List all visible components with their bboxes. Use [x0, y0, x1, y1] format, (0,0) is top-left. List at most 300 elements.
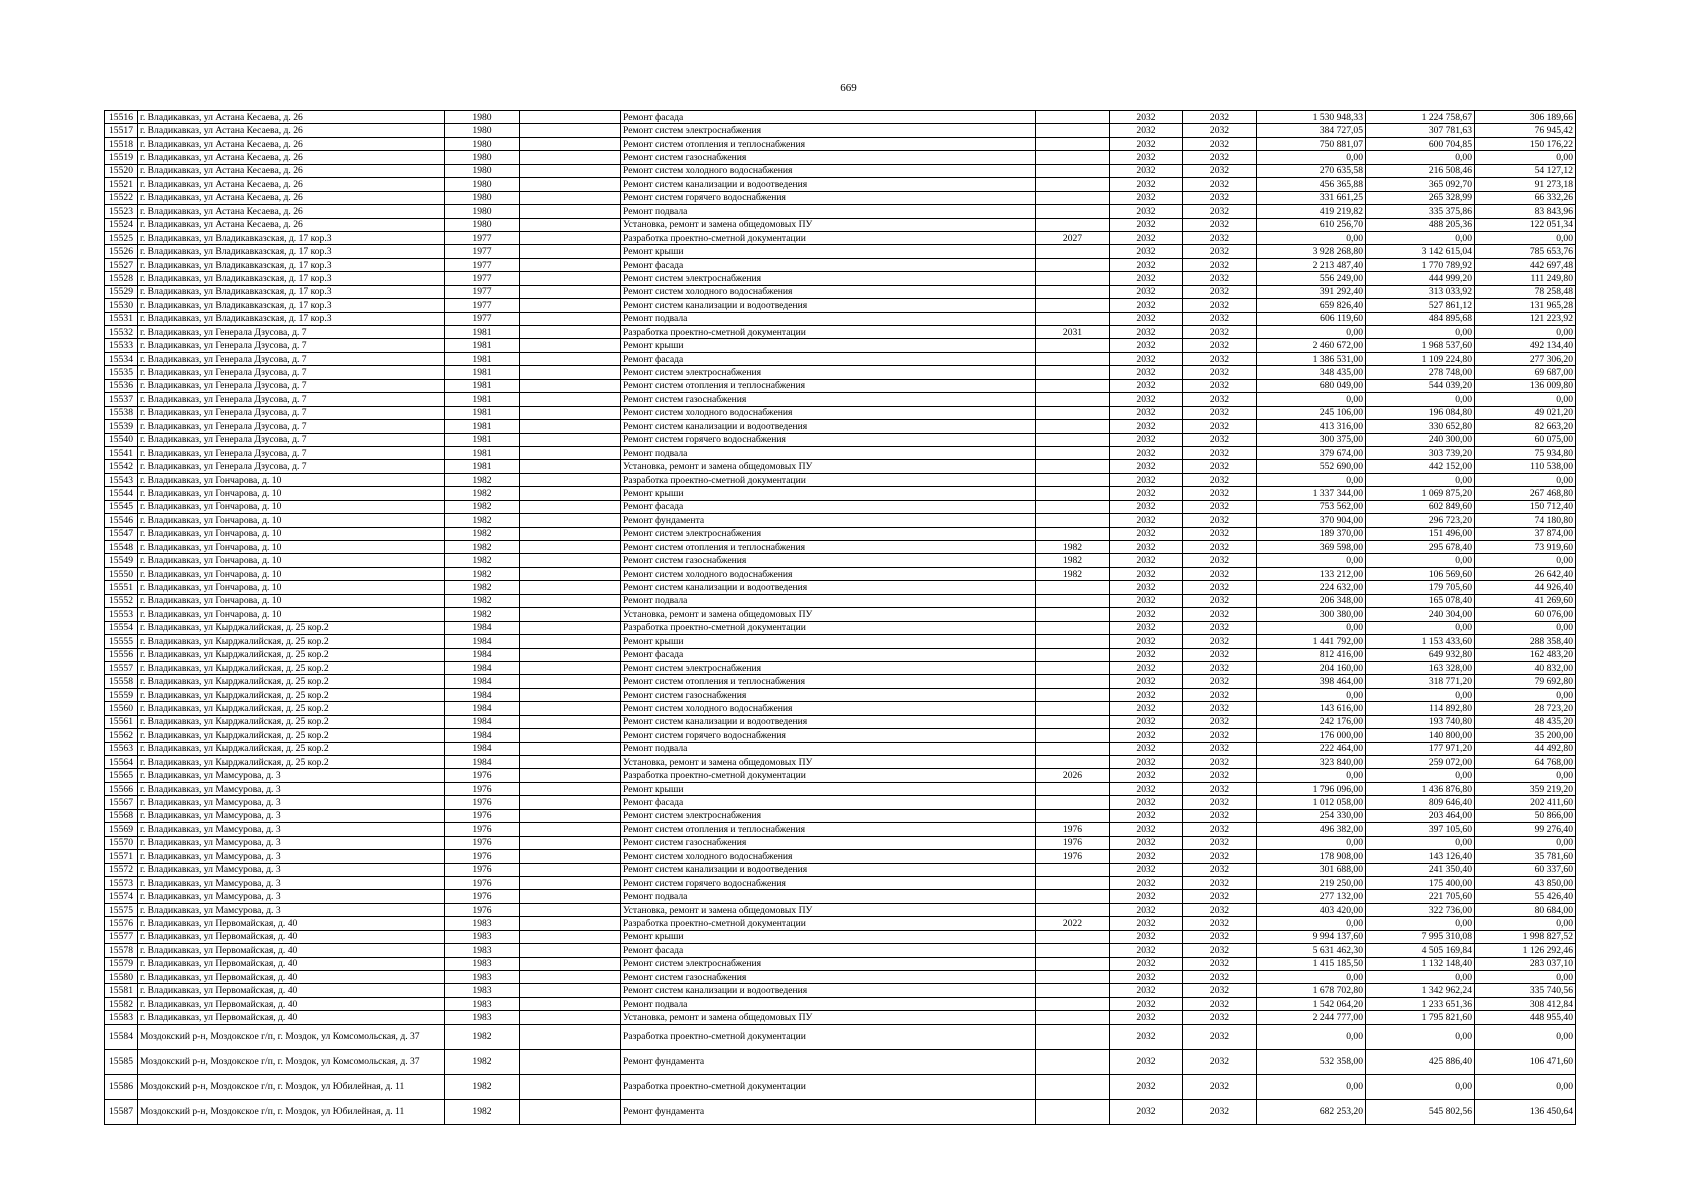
cell-blank-column — [520, 111, 621, 124]
cell-owner-cost: 55 426,40 — [1475, 890, 1576, 903]
cell-prior-year — [1036, 1099, 1110, 1124]
table-row — [105, 984, 1576, 997]
cell-build-year: 1984 — [445, 648, 520, 661]
cell-row-number: 15583 — [105, 1011, 138, 1024]
cell-plan-year-start: 2032 — [1110, 339, 1183, 352]
cell-work-type: Ремонт систем канализации и водоотведения — [621, 581, 1036, 594]
table-row — [105, 191, 1576, 204]
cell-owner-cost: 60 337,60 — [1475, 863, 1576, 876]
cell-blank-column — [520, 997, 621, 1010]
cell-blank-column — [520, 299, 621, 312]
cell-total-cost: 1 386 531,00 — [1257, 352, 1366, 365]
cell-plan-year-start: 2032 — [1110, 890, 1183, 903]
cell-total-cost: 0,00 — [1257, 971, 1366, 984]
table-row — [105, 111, 1576, 124]
cell-address: г. Владикавказ, ул Первомайская, д. 40 — [138, 930, 445, 943]
cell-work-type: Ремонт систем электроснабжения — [621, 124, 1036, 137]
cell-work-type: Ремонт крыши — [621, 635, 1036, 648]
cell-fund-cost: 0,00 — [1366, 769, 1475, 782]
cell-prior-year: 2027 — [1036, 231, 1110, 244]
cell-work-type: Разработка проектно-сметной документации — [621, 473, 1036, 486]
cell-build-year: 1982 — [445, 541, 520, 554]
cell-plan-year-end: 2032 — [1183, 164, 1257, 177]
cell-blank-column — [520, 782, 621, 795]
cell-total-cost: 812 416,00 — [1257, 648, 1366, 661]
cell-work-type: Ремонт фасада — [621, 796, 1036, 809]
cell-build-year: 1981 — [445, 446, 520, 459]
cell-row-number: 15562 — [105, 729, 138, 742]
cell-plan-year-start: 2032 — [1110, 326, 1183, 339]
cell-plan-year-end: 2032 — [1183, 930, 1257, 943]
cell-plan-year-end: 2032 — [1183, 661, 1257, 674]
cell-row-number: 15573 — [105, 876, 138, 889]
cell-prior-year — [1036, 863, 1110, 876]
cell-row-number: 15545 — [105, 500, 138, 513]
cell-owner-cost: 0,00 — [1475, 971, 1576, 984]
cell-address: г. Владикавказ, ул Генерала Дзусова, д. 7 — [138, 366, 445, 379]
cell-prior-year — [1036, 1024, 1110, 1049]
cell-work-type: Ремонт систем газоснабжения — [621, 836, 1036, 849]
cell-owner-cost: 131 965,28 — [1475, 299, 1576, 312]
cell-prior-year: 1982 — [1036, 567, 1110, 580]
cell-blank-column — [520, 1049, 621, 1074]
cell-plan-year-end: 2032 — [1183, 299, 1257, 312]
cell-total-cost: 0,00 — [1257, 836, 1366, 849]
cell-fund-cost: 0,00 — [1366, 836, 1475, 849]
cell-build-year: 1982 — [445, 1024, 520, 1049]
cell-build-year: 1984 — [445, 742, 520, 755]
table-row — [105, 218, 1576, 231]
cell-prior-year — [1036, 876, 1110, 889]
cell-blank-column — [520, 648, 621, 661]
cell-owner-cost: 1 126 292,46 — [1475, 944, 1576, 957]
cell-owner-cost: 35 200,00 — [1475, 729, 1576, 742]
cell-owner-cost: 79 692,80 — [1475, 675, 1576, 688]
cell-address: г. Владикавказ, ул Гончарова, д. 10 — [138, 487, 445, 500]
cell-blank-column — [520, 809, 621, 822]
cell-fund-cost: 313 033,92 — [1366, 285, 1475, 298]
cell-address: г. Владикавказ, ул Первомайская, д. 40 — [138, 971, 445, 984]
cell-address: г. Владикавказ, ул Астана Кесаева, д. 26 — [138, 151, 445, 164]
cell-fund-cost: 295 678,40 — [1366, 541, 1475, 554]
cell-address: г. Владикавказ, ул Мамсурова, д. 3 — [138, 782, 445, 795]
cell-build-year: 1983 — [445, 930, 520, 943]
cell-fund-cost: 163 328,00 — [1366, 661, 1475, 674]
cell-blank-column — [520, 635, 621, 648]
cell-owner-cost: 202 411,60 — [1475, 796, 1576, 809]
table-row — [105, 245, 1576, 258]
cell-build-year: 1982 — [445, 608, 520, 621]
cell-total-cost: 532 358,00 — [1257, 1049, 1366, 1074]
cell-prior-year — [1036, 890, 1110, 903]
cell-plan-year-end: 2032 — [1183, 487, 1257, 500]
table-row — [105, 890, 1576, 903]
cell-row-number: 15565 — [105, 769, 138, 782]
cell-plan-year-start: 2032 — [1110, 863, 1183, 876]
cell-build-year: 1984 — [445, 756, 520, 769]
cell-plan-year-start: 2032 — [1110, 258, 1183, 271]
cell-owner-cost: 82 663,20 — [1475, 420, 1576, 433]
cell-blank-column — [520, 917, 621, 930]
cell-plan-year-start: 2032 — [1110, 1049, 1183, 1074]
cell-prior-year — [1036, 500, 1110, 513]
cell-plan-year-end: 2032 — [1183, 836, 1257, 849]
cell-row-number: 15574 — [105, 890, 138, 903]
cell-work-type: Ремонт систем холодного водоснабжения — [621, 164, 1036, 177]
cell-address: г. Владикавказ, ул Мамсурова, д. 3 — [138, 769, 445, 782]
cell-build-year: 1976 — [445, 890, 520, 903]
cell-row-number: 15541 — [105, 446, 138, 459]
cell-prior-year — [1036, 984, 1110, 997]
cell-work-type: Разработка проектно-сметной документации — [621, 326, 1036, 339]
cell-work-type: Установка, ремонт и замена общедомовых ПУ — [621, 218, 1036, 231]
cell-row-number: 15543 — [105, 473, 138, 486]
cell-plan-year-start: 2032 — [1110, 675, 1183, 688]
cell-total-cost: 0,00 — [1257, 326, 1366, 339]
cell-plan-year-end: 2032 — [1183, 729, 1257, 742]
cell-work-type: Ремонт крыши — [621, 930, 1036, 943]
cell-fund-cost: 1 132 148,40 — [1366, 957, 1475, 970]
table-row — [105, 124, 1576, 137]
cell-plan-year-end: 2032 — [1183, 514, 1257, 527]
cell-owner-cost: 75 934,80 — [1475, 446, 1576, 459]
cell-total-cost: 403 420,00 — [1257, 903, 1366, 916]
cell-work-type: Ремонт систем горячего водоснабжения — [621, 876, 1036, 889]
cell-prior-year — [1036, 446, 1110, 459]
cell-plan-year-start: 2032 — [1110, 312, 1183, 325]
cell-plan-year-start: 2032 — [1110, 366, 1183, 379]
cell-work-type: Ремонт систем холодного водоснабжения — [621, 850, 1036, 863]
cell-owner-cost: 0,00 — [1475, 554, 1576, 567]
cell-total-cost: 219 250,00 — [1257, 876, 1366, 889]
cell-total-cost: 419 219,82 — [1257, 205, 1366, 218]
cell-address: г. Владикавказ, ул Гончарова, д. 10 — [138, 554, 445, 567]
cell-owner-cost: 44 926,40 — [1475, 581, 1576, 594]
cell-row-number: 15567 — [105, 796, 138, 809]
cell-address: г. Владикавказ, ул Первомайская, д. 40 — [138, 944, 445, 957]
cell-build-year: 1984 — [445, 715, 520, 728]
cell-total-cost: 2 460 672,00 — [1257, 339, 1366, 352]
cell-total-cost: 143 616,00 — [1257, 702, 1366, 715]
cell-row-number: 15564 — [105, 756, 138, 769]
cell-blank-column — [520, 702, 621, 715]
cell-plan-year-start: 2032 — [1110, 1074, 1183, 1099]
cell-blank-column — [520, 406, 621, 419]
cell-row-number: 15561 — [105, 715, 138, 728]
cell-total-cost: 606 119,60 — [1257, 312, 1366, 325]
cell-total-cost: 398 464,00 — [1257, 675, 1366, 688]
cell-work-type: Ремонт систем холодного водоснабжения — [621, 702, 1036, 715]
cell-plan-year-end: 2032 — [1183, 823, 1257, 836]
cell-plan-year-start: 2032 — [1110, 836, 1183, 849]
cell-build-year: 1977 — [445, 231, 520, 244]
cell-plan-year-end: 2032 — [1183, 1074, 1257, 1099]
cell-plan-year-start: 2032 — [1110, 876, 1183, 889]
cell-address: г. Владикавказ, ул Владикавказская, д. 17 кор.3 — [138, 272, 445, 285]
cell-address: г. Владикавказ, ул Гончарова, д. 10 — [138, 500, 445, 513]
cell-plan-year-start: 2032 — [1110, 164, 1183, 177]
cell-prior-year — [1036, 957, 1110, 970]
cell-blank-column — [520, 366, 621, 379]
cell-blank-column — [520, 379, 621, 392]
cell-work-type: Ремонт систем горячего водоснабжения — [621, 191, 1036, 204]
cell-address: г. Владикавказ, ул Первомайская, д. 40 — [138, 1011, 445, 1024]
cell-build-year: 1980 — [445, 205, 520, 218]
cell-row-number: 15548 — [105, 541, 138, 554]
cell-total-cost: 189 370,00 — [1257, 527, 1366, 540]
cell-address: г. Владикавказ, ул Кырджалийская, д. 25 кор.2 — [138, 742, 445, 755]
cell-work-type: Ремонт систем канализации и водоотведения — [621, 299, 1036, 312]
cell-row-number: 15566 — [105, 782, 138, 795]
cell-total-cost: 3 928 268,80 — [1257, 245, 1366, 258]
cell-prior-year — [1036, 1074, 1110, 1099]
cell-blank-column — [520, 836, 621, 849]
cell-row-number: 15537 — [105, 393, 138, 406]
cell-address: г. Владикавказ, ул Гончарова, д. 10 — [138, 567, 445, 580]
cell-total-cost: 369 598,00 — [1257, 541, 1366, 554]
cell-row-number: 15576 — [105, 917, 138, 930]
cell-plan-year-start: 2032 — [1110, 446, 1183, 459]
table-row — [105, 312, 1576, 325]
cell-owner-cost: 785 653,76 — [1475, 245, 1576, 258]
cell-owner-cost: 0,00 — [1475, 231, 1576, 244]
cell-plan-year-start: 2032 — [1110, 930, 1183, 943]
cell-row-number: 15577 — [105, 930, 138, 943]
cell-blank-column — [520, 433, 621, 446]
table-row — [105, 688, 1576, 701]
cell-build-year: 1981 — [445, 339, 520, 352]
cell-fund-cost: 221 705,60 — [1366, 890, 1475, 903]
cell-address: Моздокский р-н, Моздокское г/п, г. Моздок, ул Юбилейная, д. 11 — [138, 1074, 445, 1099]
cell-build-year: 1976 — [445, 769, 520, 782]
table-row — [105, 997, 1576, 1010]
cell-row-number: 15563 — [105, 742, 138, 755]
cell-prior-year — [1036, 688, 1110, 701]
table-row — [105, 729, 1576, 742]
cell-address: г. Владикавказ, ул Кырджалийская, д. 25 кор.2 — [138, 702, 445, 715]
cell-plan-year-end: 2032 — [1183, 809, 1257, 822]
cell-fund-cost: 307 781,63 — [1366, 124, 1475, 137]
cell-total-cost: 1 415 185,50 — [1257, 957, 1366, 970]
cell-plan-year-start: 2032 — [1110, 688, 1183, 701]
cell-work-type: Ремонт систем электроснабжения — [621, 272, 1036, 285]
cell-prior-year: 1982 — [1036, 541, 1110, 554]
cell-fund-cost: 1 233 651,36 — [1366, 997, 1475, 1010]
cell-plan-year-start: 2032 — [1110, 661, 1183, 674]
cell-fund-cost: 335 375,86 — [1366, 205, 1475, 218]
cell-address: г. Владикавказ, ул Астана Кесаева, д. 26 — [138, 124, 445, 137]
cell-blank-column — [520, 661, 621, 674]
cell-work-type: Ремонт подвала — [621, 446, 1036, 459]
cell-work-type: Разработка проектно-сметной документации — [621, 917, 1036, 930]
cell-fund-cost: 196 084,80 — [1366, 406, 1475, 419]
cell-blank-column — [520, 715, 621, 728]
cell-row-number: 15569 — [105, 823, 138, 836]
table-row — [105, 957, 1576, 970]
cell-prior-year — [1036, 352, 1110, 365]
cell-build-year: 1976 — [445, 796, 520, 809]
cell-plan-year-start: 2032 — [1110, 917, 1183, 930]
cell-plan-year-start: 2032 — [1110, 742, 1183, 755]
cell-work-type: Ремонт подвала — [621, 997, 1036, 1010]
table-row — [105, 796, 1576, 809]
cell-build-year: 1980 — [445, 164, 520, 177]
cell-total-cost: 0,00 — [1257, 621, 1366, 634]
cell-blank-column — [520, 984, 621, 997]
cell-total-cost: 254 330,00 — [1257, 809, 1366, 822]
cell-owner-cost: 267 468,80 — [1475, 487, 1576, 500]
cell-plan-year-start: 2032 — [1110, 178, 1183, 191]
cell-owner-cost: 492 134,40 — [1475, 339, 1576, 352]
cell-prior-year — [1036, 339, 1110, 352]
cell-address: Моздокский р-н, Моздокское г/п, г. Моздок, ул Комсомольская, д. 37 — [138, 1049, 445, 1074]
cell-build-year: 1977 — [445, 258, 520, 271]
cell-fund-cost: 265 328,99 — [1366, 191, 1475, 204]
cell-build-year: 1976 — [445, 850, 520, 863]
cell-plan-year-start: 2032 — [1110, 997, 1183, 1010]
cell-plan-year-start: 2032 — [1110, 191, 1183, 204]
table-row — [105, 500, 1576, 513]
cell-build-year: 1981 — [445, 420, 520, 433]
cell-fund-cost: 0,00 — [1366, 151, 1475, 164]
cell-plan-year-end: 2032 — [1183, 1099, 1257, 1124]
cell-prior-year — [1036, 581, 1110, 594]
page-number: 669 — [840, 82, 857, 94]
cell-prior-year — [1036, 258, 1110, 271]
cell-plan-year-end: 2032 — [1183, 782, 1257, 795]
cell-work-type: Ремонт систем отопления и теплоснабжения — [621, 137, 1036, 150]
cell-total-cost: 496 382,00 — [1257, 823, 1366, 836]
cell-build-year: 1983 — [445, 917, 520, 930]
cell-row-number: 15551 — [105, 581, 138, 594]
cell-prior-year — [1036, 137, 1110, 150]
cell-blank-column — [520, 258, 621, 271]
cell-address: г. Владикавказ, ул Владикавказская, д. 17 кор.3 — [138, 245, 445, 258]
cell-row-number: 15555 — [105, 635, 138, 648]
cell-address: г. Владикавказ, ул Генерала Дзусова, д. 7 — [138, 379, 445, 392]
cell-prior-year — [1036, 473, 1110, 486]
cell-plan-year-start: 2032 — [1110, 514, 1183, 527]
cell-work-type: Разработка проектно-сметной документации — [621, 1074, 1036, 1099]
cell-row-number: 15530 — [105, 299, 138, 312]
cell-total-cost: 1 678 702,80 — [1257, 984, 1366, 997]
cell-prior-year — [1036, 782, 1110, 795]
cell-address: г. Владикавказ, ул Астана Кесаева, д. 26 — [138, 205, 445, 218]
cell-address: г. Владикавказ, ул Первомайская, д. 40 — [138, 957, 445, 970]
cell-plan-year-start: 2032 — [1110, 554, 1183, 567]
cell-build-year: 1983 — [445, 1011, 520, 1024]
cell-build-year: 1977 — [445, 312, 520, 325]
cell-prior-year — [1036, 111, 1110, 124]
cell-prior-year — [1036, 460, 1110, 473]
cell-total-cost: 222 464,00 — [1257, 742, 1366, 755]
cell-total-cost: 0,00 — [1257, 1024, 1366, 1049]
cell-address: г. Владикавказ, ул Владикавказская, д. 17 кор.3 — [138, 231, 445, 244]
cell-build-year: 1982 — [445, 1074, 520, 1099]
table-row — [105, 715, 1576, 728]
cell-address: г. Владикавказ, ул Гончарова, д. 10 — [138, 608, 445, 621]
cell-build-year: 1982 — [445, 1099, 520, 1124]
cell-total-cost: 323 840,00 — [1257, 756, 1366, 769]
cell-work-type: Ремонт систем холодного водоснабжения — [621, 567, 1036, 580]
cell-blank-column — [520, 675, 621, 688]
cell-plan-year-end: 2032 — [1183, 473, 1257, 486]
cell-address: г. Владикавказ, ул Кырджалийская, д. 25 кор.2 — [138, 688, 445, 701]
cell-total-cost: 9 994 137,60 — [1257, 930, 1366, 943]
cell-row-number: 15550 — [105, 567, 138, 580]
cell-fund-cost: 0,00 — [1366, 231, 1475, 244]
cell-total-cost: 348 435,00 — [1257, 366, 1366, 379]
cell-row-number: 15578 — [105, 944, 138, 957]
cell-row-number: 15558 — [105, 675, 138, 688]
cell-build-year: 1977 — [445, 245, 520, 258]
cell-plan-year-end: 2032 — [1183, 648, 1257, 661]
cell-plan-year-start: 2032 — [1110, 957, 1183, 970]
cell-build-year: 1982 — [445, 567, 520, 580]
cell-row-number: 15517 — [105, 124, 138, 137]
cell-build-year: 1981 — [445, 366, 520, 379]
cell-row-number: 15536 — [105, 379, 138, 392]
cell-row-number: 15556 — [105, 648, 138, 661]
cell-owner-cost: 0,00 — [1475, 1074, 1576, 1099]
cell-owner-cost: 60 075,00 — [1475, 433, 1576, 446]
cell-prior-year — [1036, 272, 1110, 285]
cell-work-type: Ремонт фасада — [621, 944, 1036, 957]
cell-total-cost: 659 826,40 — [1257, 299, 1366, 312]
cell-total-cost: 1 542 064,20 — [1257, 997, 1366, 1010]
cell-work-type: Ремонт крыши — [621, 245, 1036, 258]
cell-blank-column — [520, 554, 621, 567]
cell-owner-cost: 76 945,42 — [1475, 124, 1576, 137]
cell-address: г. Владикавказ, ул Гончарова, д. 10 — [138, 581, 445, 594]
cell-blank-column — [520, 756, 621, 769]
cell-address: г. Владикавказ, ул Владикавказская, д. 17 кор.3 — [138, 285, 445, 298]
table-row — [105, 1024, 1576, 1049]
cell-owner-cost: 99 276,40 — [1475, 823, 1576, 836]
cell-plan-year-start: 2032 — [1110, 903, 1183, 916]
cell-plan-year-end: 2032 — [1183, 756, 1257, 769]
cell-fund-cost: 0,00 — [1366, 554, 1475, 567]
cell-fund-cost: 527 861,12 — [1366, 299, 1475, 312]
cell-prior-year — [1036, 635, 1110, 648]
cell-work-type: Ремонт систем отопления и теплоснабжения — [621, 379, 1036, 392]
cell-plan-year-start: 2032 — [1110, 1024, 1183, 1049]
cell-prior-year — [1036, 178, 1110, 191]
table-row — [105, 702, 1576, 715]
table-row — [105, 594, 1576, 607]
cell-total-cost: 301 688,00 — [1257, 863, 1366, 876]
cell-build-year: 1981 — [445, 352, 520, 365]
cell-row-number: 15527 — [105, 258, 138, 271]
cell-plan-year-end: 2032 — [1183, 245, 1257, 258]
cell-prior-year — [1036, 406, 1110, 419]
cell-work-type: Разработка проектно-сметной документации — [621, 1024, 1036, 1049]
cell-address: г. Владикавказ, ул Астана Кесаева, д. 26 — [138, 111, 445, 124]
cell-prior-year — [1036, 809, 1110, 822]
cell-blank-column — [520, 1011, 621, 1024]
cell-total-cost: 0,00 — [1257, 231, 1366, 244]
cell-work-type: Ремонт фундамента — [621, 514, 1036, 527]
cell-fund-cost: 602 849,60 — [1366, 500, 1475, 513]
cell-owner-cost: 0,00 — [1475, 688, 1576, 701]
table-row — [105, 379, 1576, 392]
cell-fund-cost: 544 039,20 — [1366, 379, 1475, 392]
cell-work-type: Ремонт систем электроснабжения — [621, 957, 1036, 970]
cell-work-type: Ремонт систем горячего водоснабжения — [621, 433, 1036, 446]
table-row — [105, 527, 1576, 540]
cell-prior-year — [1036, 299, 1110, 312]
cell-blank-column — [520, 769, 621, 782]
